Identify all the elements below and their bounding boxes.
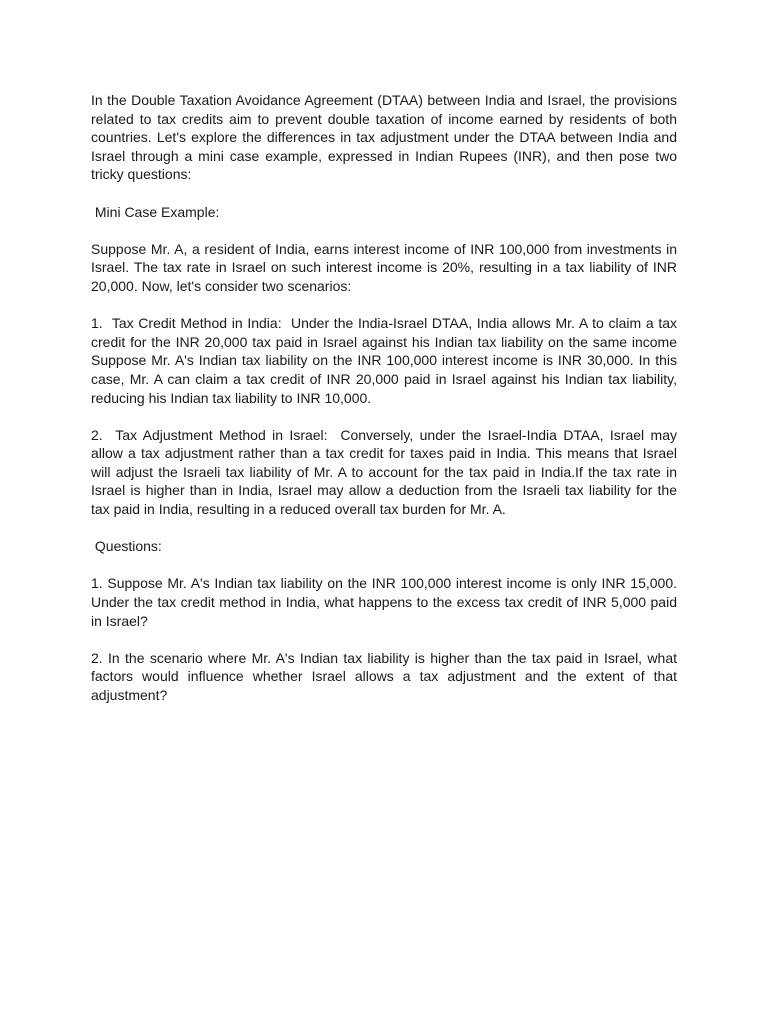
- scenario-1-paragraph: 1. Tax Credit Method in India: Under the India-Israel DTAA, India allows Mr. A to claim a tax credit for the INR 20,000 tax paid in Israel against his Indian tax liability on the same income Suppose Mr. A's Indian tax liability on the INR 100,000 interest income is INR 30,000. In this case, Mr. A can claim a tax credit of INR 20,000 paid in Israel against his Indian tax liability, reducing his Indian tax liability to INR 10,000.: [91, 315, 681, 406]
- document-body: [91, 91, 681, 723]
- questions-heading: Questions:: [91, 538, 162, 555]
- question-1-paragraph: 1. Suppose Mr. A's Indian tax liability on the INR 100,000 interest income is only INR 15,000. Under the tax credit method in India, what happens to the excess tax credit of INR 5,000 paid in Israel?: [91, 575, 681, 629]
- scenario-setup-paragraph: Suppose Mr. A, a resident of India, earns interest income of INR 100,000 from investments in Israel. The tax rate in Israel on such interest income is 20%, resulting in a tax liability of INR 20,000. Now, let's consider two scenarios:: [91, 240, 681, 294]
- scenario-2-paragraph: 2. Tax Adjustment Method in Israel: Conversely, under the Israel-India DTAA, Israel may allow a tax adjustment rather than a tax credit for taxes paid in India. This means that Israel will adjust the Israeli tax liability of Mr. A to account for the tax paid in India.If the tax rate in Israel is higher than in India, Israel may allow a deduction from the Israeli tax liability for the tax paid in India, resulting in a reduced overall tax burden for Mr. A.: [91, 426, 681, 518]
- mini-case-heading: Mini Case Example:: [91, 203, 220, 220]
- question-2-paragraph: 2. In the scenario where Mr. A's Indian tax liability is higher than the tax paid in Israel, what factors would influence whether Israel allows a tax adjustment and the extent of that adjustment?: [91, 649, 681, 703]
- intro-paragraph: In the Double Taxation Avoidance Agreement (DTAA) between India and Israel, the provisions related to tax credits aim to prevent double taxation of income earned by residents of both countries. Let's explore the differences in tax adjustment under the DTAA between India and Israel through a mini case example, expressed in Indian Rupees (INR), and then pose two tricky questions:: [91, 92, 681, 183]
